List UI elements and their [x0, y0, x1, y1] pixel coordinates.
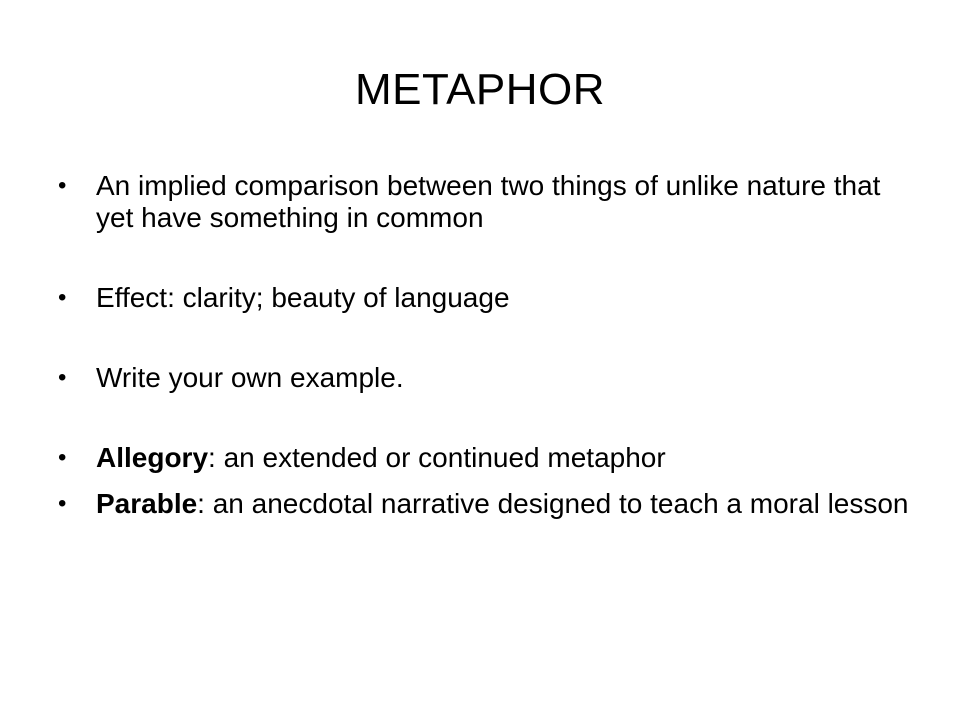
bullet-allegory [58, 442, 918, 474]
bullet-icon: • [58, 444, 67, 471]
bullet-text: : an extended or continued metaphor [208, 442, 666, 473]
bullet-icon: • [58, 284, 67, 311]
bullet-term: Parable [96, 488, 198, 519]
bullet-text: : an anecdotal narrative designed to teach a moral lesson [197, 488, 909, 519]
bullet-icon: • [58, 490, 67, 517]
bullet-text: An implied comparison between two things of unlike nature that yet have something in common [96, 170, 881, 233]
bullet-parable [58, 488, 918, 520]
bullet-term: Allegory [96, 442, 209, 473]
bullet-icon: • [58, 172, 67, 199]
bullet-list [58, 170, 918, 520]
bullet-effect [58, 282, 918, 314]
bullet-definition [58, 170, 918, 234]
bullet-example-prompt [58, 362, 918, 394]
bullet-text: Write your own example. [96, 362, 404, 393]
bullet-text: Effect: clarity; beauty of language [96, 282, 510, 313]
bullet-icon: • [58, 364, 67, 391]
slide-title: METAPHOR [354, 65, 606, 114]
